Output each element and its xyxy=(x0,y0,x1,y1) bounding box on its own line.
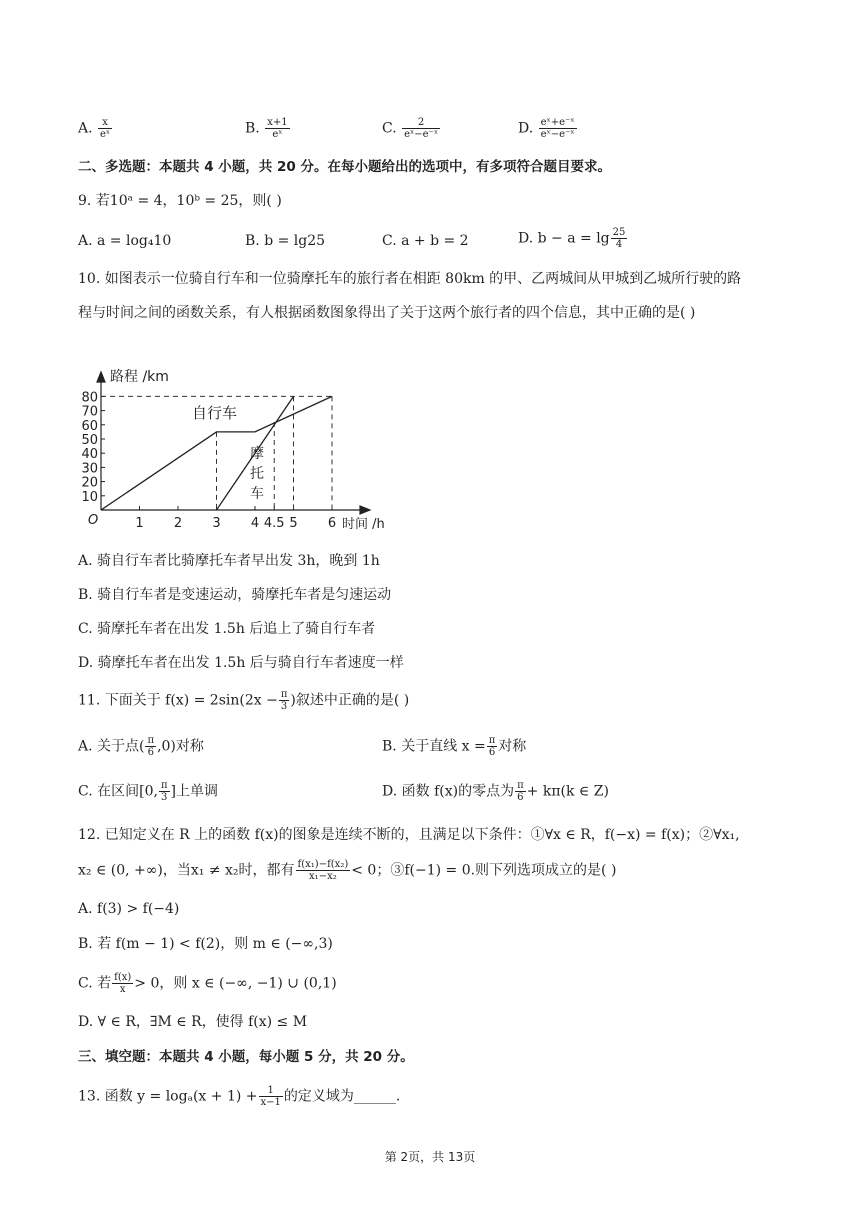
y-tick-label: 20 xyxy=(81,475,98,491)
q9-stem: 9. 若10ᵃ = 4，10ᵇ = 25，则( ) xyxy=(78,193,282,209)
y-tick-label: 10 xyxy=(81,489,98,505)
q9-option-c: C. a + b = 2 xyxy=(382,233,469,249)
y-tick-label: 30 xyxy=(81,461,98,477)
x-tick-label: 3 xyxy=(212,516,221,531)
q10-stem-line1: 10. 如图表示一位骑自行车和一位骑摩托车的旅行者在相距 80km 的甲、乙两城间从甲城到乙城所行驶的路 xyxy=(78,271,742,287)
q11-option-c: C. 在区间[0, $\frac{\pi}{3}$ ]上单调 xyxy=(78,780,218,803)
y-tick-label: 70 xyxy=(81,404,98,420)
y-axis-arrow xyxy=(97,372,105,382)
bicycle-label: 自行车 xyxy=(192,404,238,422)
section-heading-fill-in: 三、填空题：本题共 4 小题，每小题 5 分，共 20 分。 xyxy=(78,1049,414,1065)
q11-option-a: A. 关于点( $\frac{\pi}{6}$ ,0)对称 xyxy=(78,735,204,758)
q11-option-d: D. 函数 f(x)的零点为 $\frac{\pi}{6}$ + kπ(k ∈ Z) xyxy=(382,780,609,803)
q10-option-b: B. 骑自行车者是变速运动，骑摩托车者是匀速运动 xyxy=(78,587,392,603)
q8-option-a: A. $\frac{x}{\text{eˣ}}$ xyxy=(78,117,111,140)
q10-option-a: A. 骑自行车者比骑摩托车者早出发 3h，晚到 1h xyxy=(78,553,380,569)
motorcycle-label-1: 摩 xyxy=(250,446,264,462)
q12-option-d: D. ∀ ∈ R，∃M ∈ R，使得 f(x) ≤ M xyxy=(78,1014,308,1030)
x-tick-label: 4.5 xyxy=(263,516,285,531)
q8-option-b: B. $\frac{x+1}{\text{eˣ}}$ xyxy=(245,117,288,140)
x-tick-label: 6 xyxy=(327,516,337,531)
x-axis-arrow xyxy=(360,506,370,514)
page-footer: 第 2页，共 13页 xyxy=(384,1150,476,1164)
x-tick-label: 2 xyxy=(173,516,183,531)
q8-option-d: D. $\frac{\text{eˣ+e⁻ˣ}}{\text{eˣ−e⁻ˣ}}$ xyxy=(518,117,575,140)
y-tick-label: 80 xyxy=(81,390,98,406)
y-tick-label: 40 xyxy=(81,447,98,463)
q12-option-c: C. 若 $\frac{f(x)}{x}$ > 0，则 x ∈ (−∞, −1) ∪ (0,1) xyxy=(78,972,337,995)
y-tick-label: 60 xyxy=(81,418,98,434)
y-axis-label: 路程 /km xyxy=(110,369,169,385)
q12-option-b: B. 若 f(m − 1) < f(2)，则 m ∈ (−∞,3) xyxy=(78,936,333,952)
q9-option-b: B. b = lg25 xyxy=(245,233,326,249)
q12-stem-line1: 12. 已知定义在 R 上的函数 f(x)的图象是连续不断的，且满足以下条件：①∀x ∈ R，f(−x) = f(x)；②∀x₁, xyxy=(78,827,740,843)
motorcycle-label-3: 车 xyxy=(250,486,264,502)
q9-option-a: A. a = log₄10 xyxy=(78,233,172,249)
x-axis-label: 时间 /h xyxy=(342,517,385,532)
q11-option-b: B. 关于直线 x = $\frac{\pi}{6}$ 对称 xyxy=(382,735,527,758)
motorcycle-label-2: 托 xyxy=(250,466,264,482)
x-tick-label: 5 xyxy=(289,516,298,531)
q10-option-d: D. 骑摩托车者在出发 1.5h 后与骑自行车者速度一样 xyxy=(78,655,404,671)
x-tick-label: 1 xyxy=(135,516,144,531)
q10-stem-line2: 程与时间之间的函数关系，有人根据函数图象得出了关于这两个旅行者的四个信息，其中正确的是( ) xyxy=(78,305,696,321)
q8-option-c: C. $\frac{2}{\text{eˣ−e⁻ˣ}}$ xyxy=(382,117,439,140)
section-heading-multiple-choice: 二、多选题：本题共 4 小题，共 20 分。在每小题给出的选项中，有多项符合题目要求。 xyxy=(78,159,611,175)
origin-label: O xyxy=(88,513,99,528)
q12-stem-line2: x₂ ∈ (0, +∞)，当x₁ ≠ x₂时，都有 $\frac{\text{f(x₁)−f(x₂)}}{\text{x₁−x₂}}$ < 0；③f(−1) = 0.则下列选项成立的是( ) xyxy=(78,859,617,882)
q10-option-c: C. 骑摩托车者在出发 1.5h 后追上了骑自行车者 xyxy=(78,621,376,637)
y-tick-label: 50 xyxy=(81,433,98,448)
distance-time-graph xyxy=(74,365,404,535)
x-tick-label: 4 xyxy=(250,516,260,531)
q9-option-d: D. b − a = lg $\frac{25}{4}$ xyxy=(518,227,626,250)
q12-option-a: A. f(3) > f(−4) xyxy=(78,901,180,917)
q11-stem: 11. 下面关于 f(x) = 2sin(2x − $\frac{\pi}{3}$ )叙述中正确的是( ) xyxy=(78,689,410,712)
q13-stem: 13. 函数 y = logₐ(x + 1) + $\frac{1}{x-1}$ 的定义域为______. xyxy=(78,1085,401,1108)
